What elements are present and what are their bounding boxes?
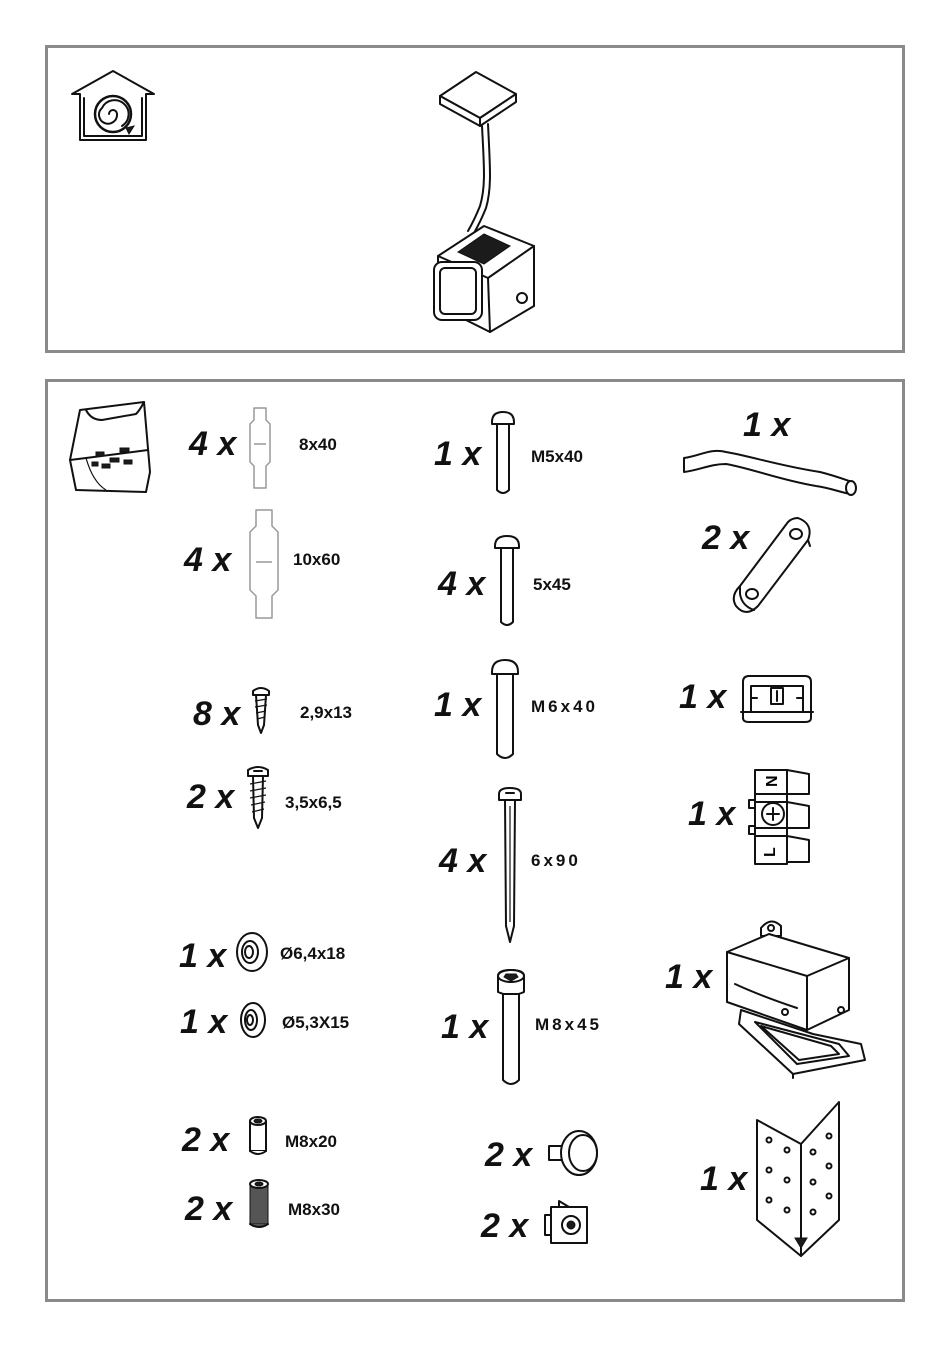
self-tapping-screw-icon [251,687,271,735]
part-quantity: 1 x [180,1003,228,1041]
link-bracket-icon [728,510,818,620]
part-size: M8x20 [285,1132,337,1151]
bolt-icon [491,534,523,628]
part-quantity: 1 x [688,795,736,833]
part-quantity: 8 x [193,695,241,733]
washer-icon [234,930,270,974]
part-quantity: 2 x [702,519,750,557]
cable-icon [680,446,860,496]
part-quantity: 1 x [700,1160,748,1198]
wall-plug-icon [247,508,281,620]
part-size: Ø5,3X15 [282,1013,350,1032]
part-size: 3,5x6,5 [285,793,342,812]
terminal-label-n: N [764,775,781,787]
part-size: M8x30 [288,1200,340,1219]
terminal-block-icon [747,764,821,870]
spacer-nut-icon [247,1115,269,1157]
angle-bracket-icon [753,1100,845,1260]
part-quantity: 1 x [434,435,482,473]
part-size: 10x60 [293,550,341,569]
part-size: 8x40 [299,435,337,454]
recirculation-house-icon [68,68,158,143]
part-quantity: 4 x [438,565,486,603]
part-quantity: 4 x [439,842,487,880]
cage-nut-icon [541,1197,597,1253]
wall-plug-icon [248,406,272,490]
part-size: M5x40 [531,447,583,466]
junction-box-icon [721,914,871,1078]
part-size: 5x45 [533,575,571,594]
part-quantity: 4 x [189,425,237,463]
part-size: 2,9x13 [300,703,352,722]
part-size: M6x40 [531,697,598,716]
part-quantity: 1 x [679,678,727,716]
parts-panel [45,379,905,1302]
part-quantity: 1 x [665,958,713,996]
part-quantity: 1 x [434,686,482,724]
part-size: 6x90 [531,851,581,870]
part-size: Ø6,4x18 [280,944,346,963]
part-quantity: 1 x [179,937,227,975]
terminal-label-l: L [762,847,779,857]
part-quantity: 2 x [187,778,235,816]
washer-icon [238,1000,268,1040]
recirculation-panel [45,45,905,353]
cable-clamp-icon [737,672,817,726]
part-quantity: 4 x [184,541,232,579]
part-quantity: 1 x [743,406,791,444]
part-quantity: 2 x [481,1207,529,1245]
hex-socket-bolt-icon [495,968,527,1088]
parts-bag-icon [66,398,158,494]
self-tapping-screw-icon [246,766,270,830]
spacer-nut-icon [247,1178,271,1230]
bolt-icon [488,410,518,496]
part-quantity: 1 x [441,1008,489,1046]
knob-icon [545,1126,603,1180]
long-screw-icon [497,786,523,944]
part-quantity: 2 x [485,1136,533,1174]
carbon-filter-motor-box-icon [418,66,568,336]
part-quantity: 2 x [185,1190,233,1228]
bolt-icon [488,658,522,762]
part-size: M8x45 [535,1015,602,1034]
part-quantity: 2 x [182,1121,230,1159]
